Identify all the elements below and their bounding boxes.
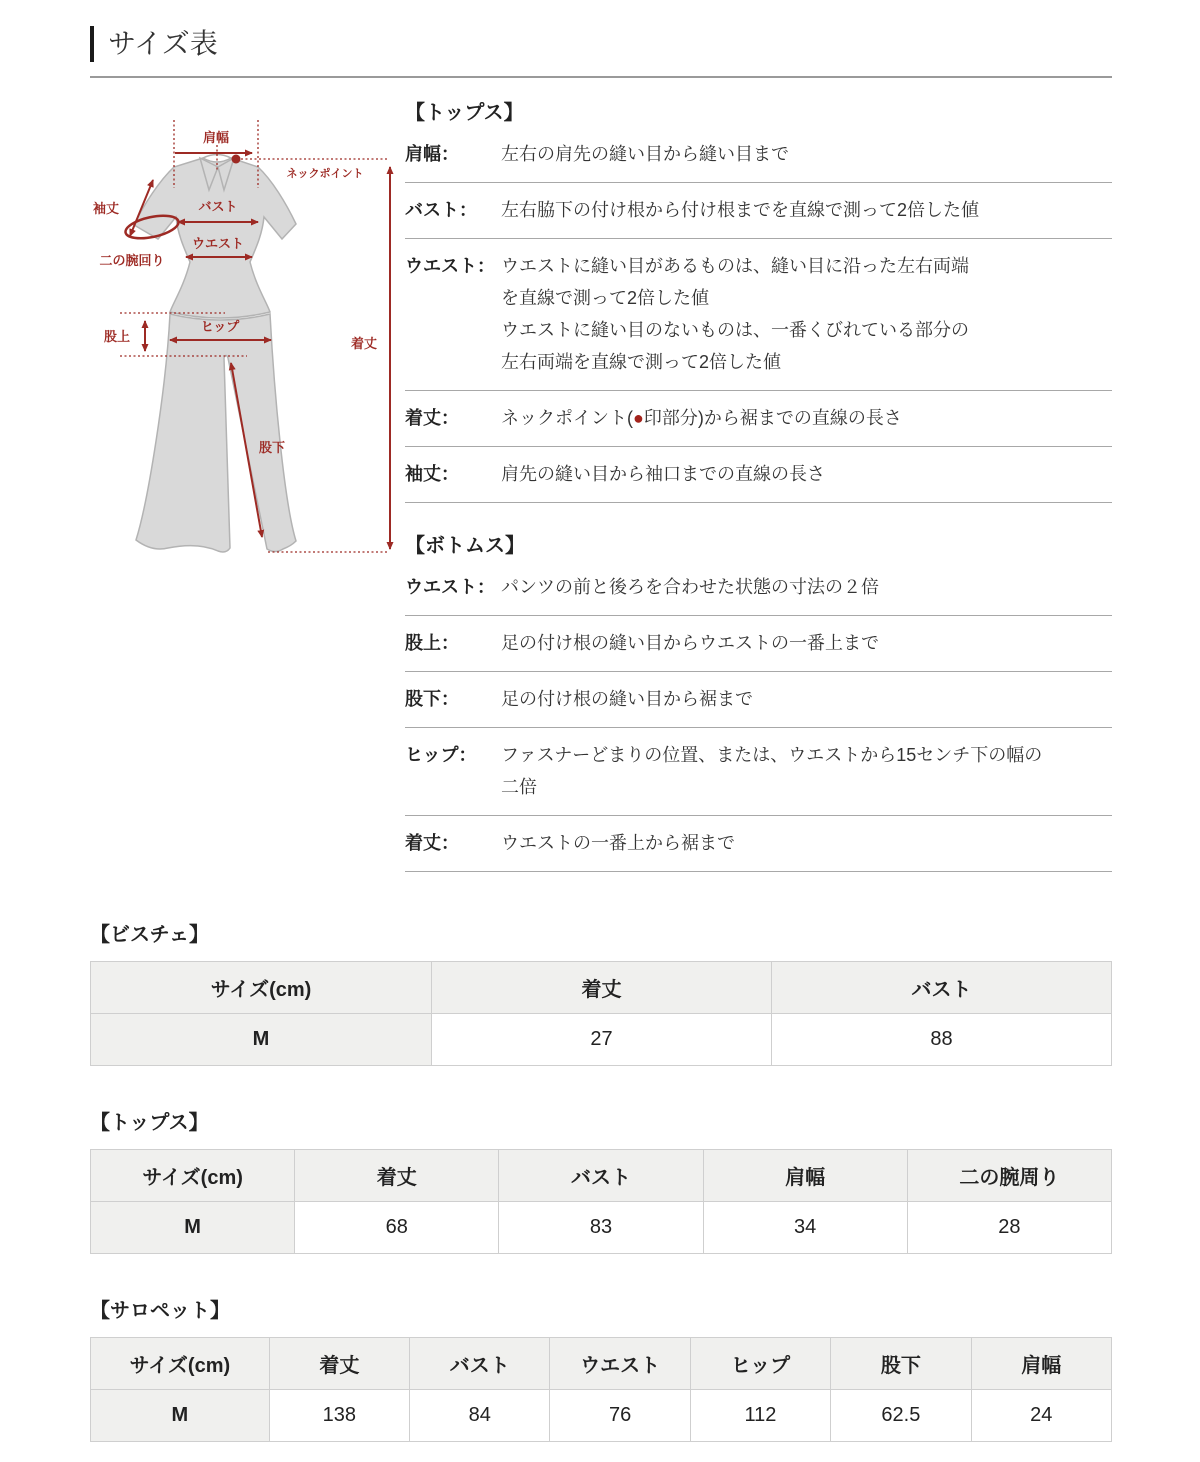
diagram-label-shoulder-width: 肩幅	[202, 130, 230, 145]
desc-text-part: ネックポイント(	[501, 408, 633, 428]
desc-text-part: 印部分)から裾までの直線の長さ	[643, 408, 902, 428]
tops-size-table	[90, 1149, 1112, 1254]
column-header: ヒップ	[690, 1338, 830, 1390]
desc-label: ヒップ：	[405, 745, 477, 765]
column-header: 股下	[831, 1338, 971, 1390]
page-title: サイズ表	[90, 26, 1112, 62]
desc-text: 足の付け根の縫い目からウエストの一番上まで	[501, 633, 879, 653]
neck-point-mark: ●	[633, 408, 644, 428]
desc-line: を直線で測って2倍した値	[501, 288, 710, 308]
desc-text: 左右の肩先の縫い目から縫い目まで	[501, 144, 789, 164]
desc-text: 足の付け根の縫い目から裾まで	[501, 689, 753, 709]
diagram-label-inseam: 股下	[258, 440, 286, 455]
value-cell: 28	[907, 1202, 1111, 1254]
desc-label: 袖丈：	[405, 464, 459, 484]
pants-illustration	[136, 314, 296, 552]
size-diagram	[90, 100, 400, 590]
column-header: バスト	[771, 962, 1111, 1014]
salopette-size-table	[90, 1337, 1112, 1442]
bustier-table-heading: 【ビスチェ】	[90, 924, 209, 946]
desc-row-inseam	[405, 672, 1112, 728]
bottoms-section-heading: 【ボトムス】	[405, 535, 525, 557]
desc-row-length-tops	[405, 391, 1112, 447]
desc-text	[501, 402, 1112, 434]
desc-label: 着丈：	[405, 833, 459, 853]
column-header: サイズ(cm)	[91, 1338, 270, 1390]
desc-line: ウエストに縫い目があるものは、縫い目に沿った左右両端	[501, 256, 969, 276]
desc-row-sleeve-length	[405, 447, 1112, 503]
size-cell: M	[91, 1390, 270, 1442]
diagram-label-bust: バスト	[198, 199, 238, 214]
salopette-table-block	[90, 1294, 1112, 1442]
desc-row-length-bottoms	[405, 816, 1112, 872]
size-cell: M	[91, 1014, 432, 1066]
value-cell: 88	[771, 1014, 1111, 1066]
desc-label: バスト：	[405, 200, 477, 220]
tops-table-heading: 【トップス】	[90, 1112, 209, 1134]
desc-line: ウエストに縫い目のないものは、一番くびれている部分の	[501, 320, 969, 340]
column-header: 着丈	[269, 1338, 409, 1390]
value-cell: 76	[550, 1390, 690, 1442]
table-row	[91, 1014, 1112, 1066]
tops-table-block	[90, 1106, 1112, 1254]
table-header-row	[91, 1150, 1112, 1202]
value-cell: 84	[410, 1390, 550, 1442]
diagram-label-neck-point: ネックポイント	[286, 168, 364, 180]
bustier-size-table	[90, 961, 1112, 1066]
garment-diagram-wrap	[90, 96, 405, 872]
column-header: 着丈	[295, 1150, 499, 1202]
measurement-descriptions	[405, 96, 1112, 872]
diagram-label-upper-arm: 二の腕回り	[99, 253, 165, 268]
column-header: バスト	[499, 1150, 703, 1202]
size-tables-section	[90, 918, 1112, 1442]
value-cell: 138	[269, 1390, 409, 1442]
desc-label: 肩幅：	[405, 144, 459, 164]
desc-label: 着丈：	[405, 408, 459, 428]
desc-row-waist-bottoms	[405, 560, 1112, 616]
table-row	[91, 1202, 1112, 1254]
column-header: サイズ(cm)	[91, 1150, 295, 1202]
diagram-label-waist: ウエスト	[191, 236, 245, 251]
table-header-row	[91, 1338, 1112, 1390]
title-divider	[90, 76, 1112, 78]
desc-row-rise	[405, 616, 1112, 672]
value-cell: 34	[703, 1202, 907, 1254]
diagram-label-hip: ヒップ	[200, 319, 240, 334]
desc-text	[501, 250, 1112, 378]
size-cell: M	[91, 1202, 295, 1254]
desc-label: ウエスト：	[405, 577, 495, 597]
value-cell: 112	[690, 1390, 830, 1442]
desc-row-waist-tops	[405, 239, 1112, 391]
value-cell: 62.5	[831, 1390, 971, 1442]
value-cell: 83	[499, 1202, 703, 1254]
desc-text: ウエストの一番上から裾まで	[501, 833, 735, 853]
value-cell: 68	[295, 1202, 499, 1254]
column-header: 二の腕周り	[907, 1150, 1111, 1202]
table-row	[91, 1390, 1112, 1442]
column-header: 肩幅	[703, 1150, 907, 1202]
desc-row-shoulder-width	[405, 127, 1112, 183]
bustier-table-block	[90, 918, 1112, 1066]
value-cell: 27	[432, 1014, 772, 1066]
desc-text: 左右脇下の付け根から付け根までを直線で測って2倍した値	[501, 200, 980, 220]
desc-text: パンツの前と後ろを合わせた状態の寸法の２倍	[501, 577, 879, 597]
desc-line: 二倍	[501, 777, 537, 797]
diagram-label-length: 着丈	[350, 336, 378, 351]
neck-point-dot	[232, 155, 241, 164]
column-header: サイズ(cm)	[91, 962, 432, 1014]
salopette-table-heading: 【サロペット】	[90, 1300, 230, 1322]
diagram-label-sleeve-length: 袖丈	[92, 201, 120, 216]
column-header: ウエスト	[550, 1338, 690, 1390]
diagram-label-rise: 股上	[103, 329, 131, 344]
value-cell: 24	[971, 1390, 1111, 1442]
column-header: 肩幅	[971, 1338, 1111, 1390]
desc-row-bust	[405, 183, 1112, 239]
measurement-guide-section	[90, 96, 1112, 872]
column-header: 着丈	[432, 962, 772, 1014]
desc-row-hip	[405, 728, 1112, 816]
desc-label: 股上：	[405, 633, 459, 653]
column-header: バスト	[410, 1338, 550, 1390]
desc-text	[501, 739, 1112, 803]
desc-text: 肩先の縫い目から袖口までの直線の長さ	[501, 464, 825, 484]
desc-line: 左右両端を直線で測って2倍した値	[501, 352, 782, 372]
tops-section-heading: 【トップス】	[405, 102, 524, 124]
desc-label: ウエスト：	[405, 256, 495, 276]
desc-line: ファスナーどまりの位置、または、ウエストから15センチ下の幅の	[501, 745, 1043, 765]
table-header-row	[91, 962, 1112, 1014]
desc-label: 股下：	[405, 689, 459, 709]
